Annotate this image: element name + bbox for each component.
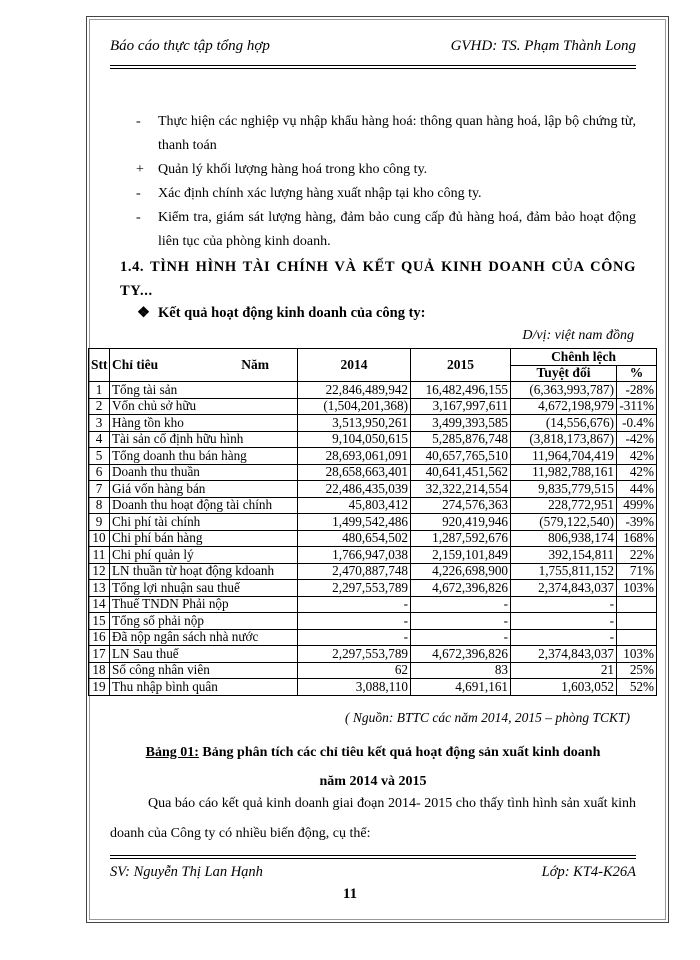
table-row — [89, 613, 657, 630]
cell-2015: 40,657,765,510 — [411, 448, 511, 465]
col-header-percent: % — [617, 365, 657, 382]
table-row — [89, 679, 657, 696]
page-number: 11 — [342, 886, 358, 902]
cell-2015: 1,287,592,676 — [411, 530, 511, 547]
cell-2014: 62 — [298, 662, 411, 679]
cell-2014: 1,499,542,486 — [298, 514, 411, 531]
financial-results-table — [88, 348, 657, 696]
list-item — [136, 158, 636, 182]
cell-absolute-change: - — [511, 613, 617, 630]
cell-absolute-change: 1,603,052 — [511, 679, 617, 696]
cell-stt: 1 — [89, 382, 110, 399]
cell-2014: 28,658,663,401 — [298, 464, 411, 481]
cell-2015: 3,167,997,611 — [411, 398, 511, 415]
list-item — [136, 182, 636, 206]
cell-2014: 22,846,489,942 — [298, 382, 411, 399]
bullet-text: Xác định chính xác lượng hàng xuất nhập tại kho công ty. — [158, 186, 482, 201]
table-row — [89, 629, 657, 646]
cell-2015: - — [411, 629, 511, 646]
col-header-2014: 2014 — [298, 349, 411, 382]
cell-percent-change: 42% — [617, 448, 657, 465]
cell-stt: 18 — [89, 662, 110, 679]
cell-2014: 2,297,553,789 — [298, 580, 411, 597]
cell-indicator: Tổng số phải nộp — [110, 613, 298, 630]
cell-percent-change — [617, 613, 657, 630]
cell-2015: 920,419,946 — [411, 514, 511, 531]
cell-2015: 3,499,393,585 — [411, 415, 511, 432]
cell-indicator: Tổng doanh thu bán hàng — [110, 448, 298, 465]
cell-2015: - — [411, 596, 511, 613]
cell-indicator: Giá vốn hàng bán — [110, 481, 298, 498]
table-body — [89, 382, 657, 696]
cell-2014: (1,504,201,368) — [298, 398, 411, 415]
table-row — [89, 398, 657, 415]
cell-2015: 5,285,876,748 — [411, 431, 511, 448]
cell-absolute-change: 21 — [511, 662, 617, 679]
subheading — [137, 305, 426, 322]
cell-indicator: Thu nhập bình quân — [110, 679, 298, 696]
cell-indicator: Tài sản cố định hữu hình — [110, 431, 298, 448]
cell-stt: 5 — [89, 448, 110, 465]
cell-stt: 7 — [89, 481, 110, 498]
table-row — [89, 580, 657, 597]
cell-indicator: Tổng tài sản — [110, 382, 298, 399]
cell-2014: - — [298, 629, 411, 646]
cell-2015: 274,576,363 — [411, 497, 511, 514]
cell-absolute-change: 11,982,788,161 — [511, 464, 617, 481]
cell-stt: 6 — [89, 464, 110, 481]
cell-absolute-change: 11,964,704,419 — [511, 448, 617, 465]
cell-2014: - — [298, 613, 411, 630]
header-rule — [110, 65, 636, 66]
table-row — [89, 464, 657, 481]
page-header — [110, 38, 636, 55]
header-supervisor: GVHD: TS. Phạm Thành Long — [450, 38, 636, 54]
cell-2014: 2,297,553,789 — [298, 646, 411, 663]
cell-2014: 480,654,502 — [298, 530, 411, 547]
cell-percent-change: -28% — [617, 382, 657, 399]
col-header-change: Chênh lệch — [511, 349, 657, 366]
cell-indicator: LN thuần từ hoạt động kdoanh — [110, 563, 298, 580]
table-row — [89, 415, 657, 432]
cell-2014: 3,513,950,261 — [298, 415, 411, 432]
col-header-stt: Stt — [89, 349, 110, 382]
cell-percent-change: -39% — [617, 514, 657, 531]
cell-stt: 14 — [89, 596, 110, 613]
cell-percent-change: 103% — [617, 580, 657, 597]
cell-absolute-change: (6,363,993,787) — [511, 382, 617, 399]
cell-indicator: Số công nhân viên — [110, 662, 298, 679]
cell-absolute-change: 1,755,811,152 — [511, 563, 617, 580]
cell-absolute-change: 2,374,843,037 — [511, 646, 617, 663]
page-footer — [110, 864, 636, 881]
bullet-marker: - — [136, 114, 141, 129]
col-header-absolute: Tuyệt đối — [511, 365, 617, 382]
cell-absolute-change: 2,374,843,037 — [511, 580, 617, 597]
footer-rule-thin — [110, 855, 636, 856]
cell-stt: 12 — [89, 563, 110, 580]
cell-percent-change — [617, 629, 657, 646]
cell-absolute-change: (579,122,540) — [511, 514, 617, 531]
table-row — [89, 547, 657, 564]
cell-2015: 83 — [411, 662, 511, 679]
cell-indicator: Doanh thu thuần — [110, 464, 298, 481]
cell-stt: 19 — [89, 679, 110, 696]
cell-indicator: Vốn chủ sở hữu — [110, 398, 298, 415]
cell-2015: 32,322,214,554 — [411, 481, 511, 498]
cell-stt: 2 — [89, 398, 110, 415]
caption-text: Bảng phân tích các chỉ tiêu kết quả hoạt động sản xuất kinh doanh — [198, 745, 601, 760]
cell-indicator: Đã nộp ngân sách nhà nước — [110, 629, 298, 646]
cell-indicator: Thuế TNDN Phải nộp — [110, 596, 298, 613]
table-caption — [110, 738, 636, 796]
cell-2014: 45,803,412 — [298, 497, 411, 514]
table-row — [89, 662, 657, 679]
table-row — [89, 481, 657, 498]
cell-indicator: Chi phí tài chính — [110, 514, 298, 531]
cell-percent-change: -42% — [617, 431, 657, 448]
cell-stt: 9 — [89, 514, 110, 531]
cell-percent-change: 168% — [617, 530, 657, 547]
footer-rule — [110, 858, 636, 859]
table-source-note: ( Nguồn: BTTC các năm 2014, 2015 – phòng TCKT) — [344, 710, 630, 725]
caption-line2: năm 2014 và 2015 — [319, 774, 427, 789]
cell-absolute-change: - — [511, 596, 617, 613]
cell-stt: 17 — [89, 646, 110, 663]
cell-percent-change: 22% — [617, 547, 657, 564]
cell-percent-change: 103% — [617, 646, 657, 663]
cell-absolute-change: 4,672,198,979 — [511, 398, 617, 415]
cell-2014: 3,088,110 — [298, 679, 411, 696]
cell-percent-change: -311% — [617, 398, 657, 415]
task-bullet-list — [136, 110, 636, 254]
cell-stt: 8 — [89, 497, 110, 514]
col-header-year-word: Năm — [241, 357, 269, 372]
cell-2014: 9,104,050,615 — [298, 431, 411, 448]
cell-indicator: Hàng tồn kho — [110, 415, 298, 432]
cell-absolute-change: (14,556,676) — [511, 415, 617, 432]
cell-percent-change: -0.4% — [617, 415, 657, 432]
cell-absolute-change: 392,154,811 — [511, 547, 617, 564]
cell-absolute-change: 806,938,174 — [511, 530, 617, 547]
table-row — [89, 563, 657, 580]
cell-percent-change — [617, 596, 657, 613]
cell-2014: 28,693,061,091 — [298, 448, 411, 465]
cell-stt: 16 — [89, 629, 110, 646]
cell-percent-change: 71% — [617, 563, 657, 580]
bullet-marker: - — [136, 210, 141, 225]
table-row — [89, 431, 657, 448]
footer-student-name: SV: Nguyễn Thị Lan Hạnh — [110, 864, 263, 880]
subheading-text: Kết quả hoạt động kinh doanh của công ty: — [158, 305, 426, 321]
cell-2015: 40,641,451,562 — [411, 464, 511, 481]
cell-indicator: Chi phí bán hàng — [110, 530, 298, 547]
table-row — [89, 497, 657, 514]
table-row — [89, 596, 657, 613]
cell-stt: 11 — [89, 547, 110, 564]
cell-percent-change: 52% — [617, 679, 657, 696]
cell-indicator: Doanh thu hoạt động tài chính — [110, 497, 298, 514]
list-item — [136, 110, 636, 158]
cell-stt: 3 — [89, 415, 110, 432]
diamond-bullet-icon: ❖ — [137, 305, 150, 321]
cell-absolute-change: (3,818,173,867) — [511, 431, 617, 448]
cell-2014: 2,470,887,748 — [298, 563, 411, 580]
cell-indicator: Chi phí quản lý — [110, 547, 298, 564]
cell-percent-change: 44% — [617, 481, 657, 498]
header-rule-thin — [110, 68, 636, 69]
table-header-row — [89, 349, 657, 366]
col-header-2015: 2015 — [411, 349, 511, 382]
table-row — [89, 530, 657, 547]
table-row — [89, 646, 657, 663]
cell-2015: 4,691,161 — [411, 679, 511, 696]
cell-stt: 10 — [89, 530, 110, 547]
cell-stt: 4 — [89, 431, 110, 448]
cell-stt: 15 — [89, 613, 110, 630]
cell-2015: 4,672,396,826 — [411, 646, 511, 663]
bullet-text: Quản lý khối lượng hàng hoá trong kho công ty. — [158, 162, 428, 177]
table-row — [89, 382, 657, 399]
cell-percent-change: 499% — [617, 497, 657, 514]
cell-2015: 16,482,496,155 — [411, 382, 511, 399]
caption-label: Bảng 01: — [145, 745, 199, 760]
cell-2014: - — [298, 596, 411, 613]
cell-percent-change: 25% — [617, 662, 657, 679]
bullet-text: Kiểm tra, giám sát lượng hàng, đảm bảo cung cấp đủ hàng hoá, đảm bảo hoạt động liên tục của phòng kinh doanh. — [158, 210, 636, 249]
cell-percent-change: 42% — [617, 464, 657, 481]
header-report-title: Báo cáo thực tập tổng hợp — [110, 38, 270, 54]
table-row — [89, 448, 657, 465]
cell-indicator: Tổng lợi nhuận sau thuế — [110, 580, 298, 597]
col-header-indicator — [110, 349, 298, 382]
cell-2014: 1,766,947,038 — [298, 547, 411, 564]
cell-2014: 22,486,435,039 — [298, 481, 411, 498]
cell-2015: 2,159,101,849 — [411, 547, 511, 564]
cell-indicator: LN Sau thuế — [110, 646, 298, 663]
cell-absolute-change: - — [511, 629, 617, 646]
body-paragraph: Qua báo cáo kết quả kinh doanh giai đoạn 2014- 2015 cho thấy tình hình sản xuất kinh doanh của Công ty có nhiều biến động, cụ thể: — [110, 796, 636, 841]
bullet-marker: + — [136, 162, 144, 177]
list-item — [136, 206, 636, 254]
bullet-marker: - — [136, 186, 141, 201]
bullet-text: Thực hiện các nghiệp vụ nhập khẩu hàng hoá: thông quan hàng hoá, lập bộ chứng từ, thanh toán — [158, 114, 636, 153]
cell-absolute-change: 228,772,951 — [511, 497, 617, 514]
cell-2015: 4,672,396,826 — [411, 580, 511, 597]
section-title: 1.4. TÌNH HÌNH TÀI CHÍNH VÀ KẾT QUẢ KINH DOANH CỦA CÔNG TY... — [120, 259, 636, 299]
cell-absolute-change: 9,835,779,515 — [511, 481, 617, 498]
table-row — [89, 514, 657, 531]
cell-2015: 4,226,698,900 — [411, 563, 511, 580]
cell-stt: 13 — [89, 580, 110, 597]
cell-2015: - — [411, 613, 511, 630]
footer-class: Lớp: KT4-K26A — [541, 864, 636, 880]
currency-unit-note: D/vị: việt nam đồng — [522, 328, 634, 343]
col-header-indicator-label: Chỉ tiêu — [112, 357, 159, 372]
